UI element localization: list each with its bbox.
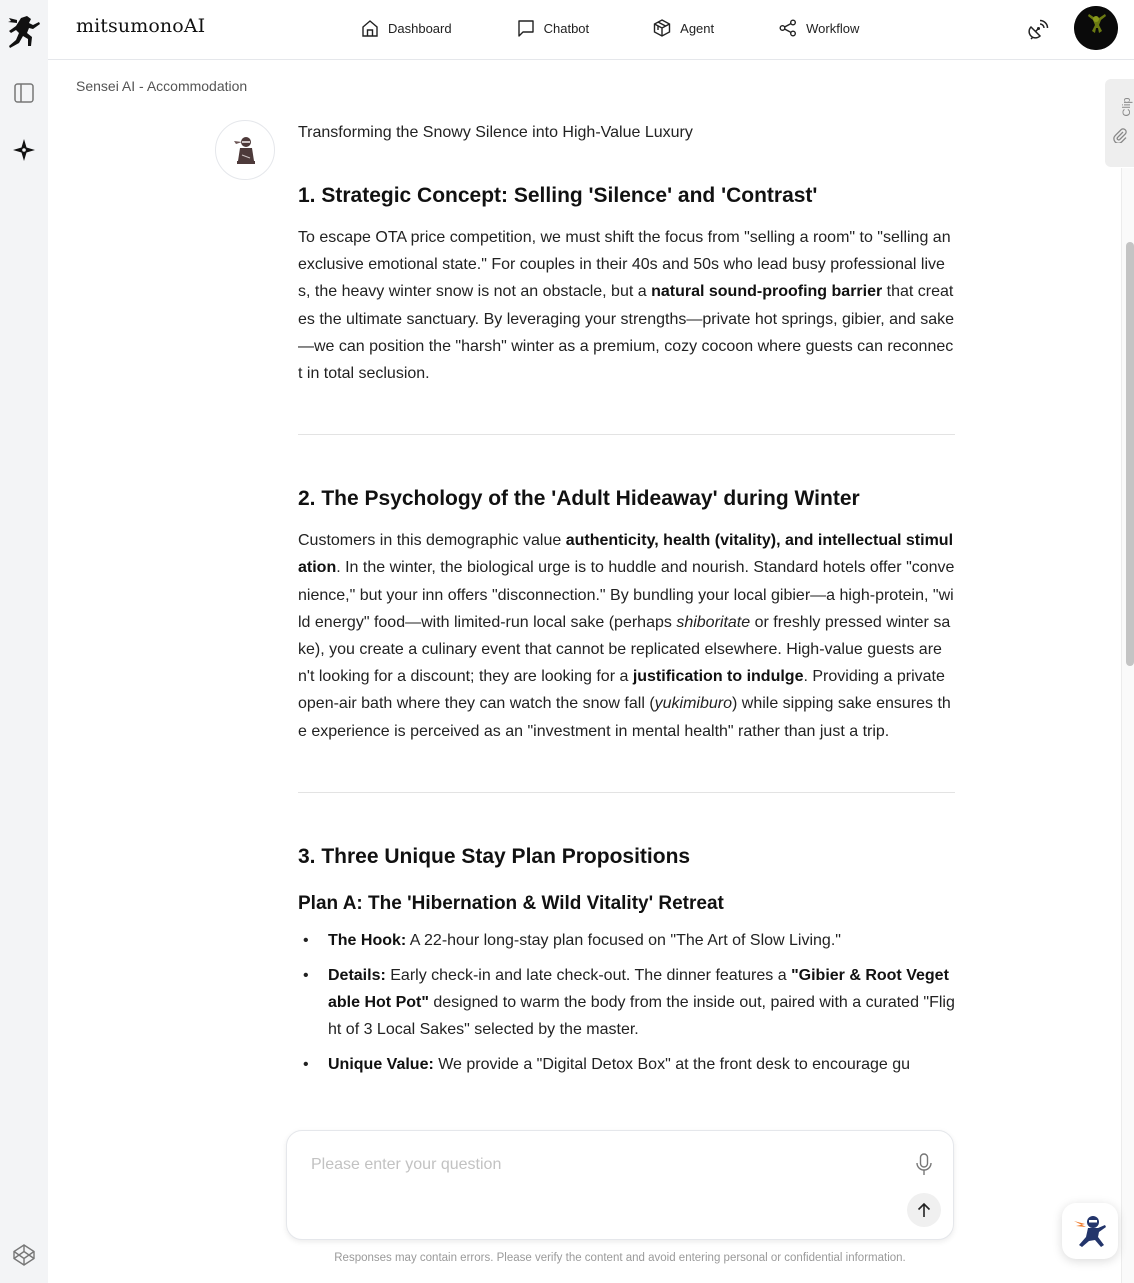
codepen-cube-icon[interactable] — [12, 1243, 36, 1267]
plan-a-bullets — [298, 927, 955, 1078]
list-item: • Details: Early check-in and late check-out. The dinner features a "Gibier & Root Vegetable Hot Pot" designed to warm the body from the inside out, paired with a curated "Flight of 3 Local Sakes" selected by the master. — [298, 962, 955, 1043]
section-2-paragraph: Customers in this demographic value authenticity, health (vitality), and intellectual stimulation. In the winter, the biological urge is to huddle and nourish. Standard hotels offer "convenience," but your inn offers "disconnection." By bundling your local gibier—a high-protein, "wild energy" food—with limited-run local sake (perhaps shiboritate or freshly pressed winter sake), you create a culinary event that cannot be replicated elsewhere. High-value guests aren't looking for a discount; they are looking for a justification to indulge. Providing a private open-air bath where they can watch the snow fall (yukimiburo) while sipping sake ensures the experience is perceived as an "investment in mental health" rather than just a trip. — [298, 532, 955, 740]
breadcrumb: Sensei AI - Accommodation — [76, 78, 248, 94]
chat-composer — [286, 1130, 954, 1240]
nav-dashboard-label: Dashboard — [388, 20, 452, 36]
nav-agent-label: Agent — [680, 20, 715, 36]
share-nodes-icon — [778, 18, 798, 38]
nav-agent[interactable] — [652, 17, 714, 39]
cube-icon — [652, 18, 672, 38]
brand-name[interactable]: mitsumonoAI — [76, 15, 206, 37]
section-divider — [298, 792, 955, 793]
bot-avatar — [215, 120, 275, 180]
nav-dashboard[interactable] — [360, 17, 452, 39]
clip-tab[interactable] — [1105, 79, 1134, 167]
message-intro: Transforming the Snowy Silence into High-Value Luxury — [298, 124, 693, 141]
top-header — [48, 0, 1134, 60]
list-item: • The Hook: A 22-hour long-stay plan focused on "The Art of Slow Living." — [298, 927, 955, 954]
chat-bubble-icon — [516, 18, 536, 38]
main-nav — [360, 17, 859, 39]
section-divider — [298, 434, 955, 435]
nav-chatbot[interactable] — [516, 17, 590, 39]
paperclip-icon — [1112, 127, 1128, 143]
home-icon — [360, 18, 380, 38]
user-avatar[interactable] — [1074, 6, 1118, 50]
disclaimer-text: Responses may contain errors. Please verify the content and avoid entering personal or confidential information. — [334, 1252, 906, 1264]
ninja-sensei-icon — [232, 135, 258, 165]
section-1-heading: 1. Strategic Concept: Selling 'Silence' and 'Contrast' — [298, 184, 818, 207]
arrow-up-icon — [915, 1201, 933, 1219]
section-1-paragraph: To escape OTA price competition, we must shift the focus from "selling a room" to "selling an exclusive emotional state." For couples in their 40s and 50s who lead busy professional lives, the heavy winter snow is not an obstacle, but a natural sound-proofing barrier that creates the ultimate sanctuary. By leveraging your strengths—private hot springs, gibier, and sake—we can position the "harsh" winter as a premium, cozy cocoon where guests can reconnect in total seclusion. — [298, 229, 955, 383]
nav-chatbot-label: Chatbot — [543, 20, 590, 36]
sparkle-ai-icon[interactable] — [12, 138, 36, 162]
send-button[interactable] — [907, 1193, 941, 1227]
ninja-mascot-icon — [1071, 1213, 1109, 1249]
nav-workflow[interactable] — [778, 17, 859, 39]
sidebar-toggle-icon[interactable] — [12, 81, 36, 105]
scrollbar-thumb[interactable] — [1126, 242, 1134, 666]
list-item: • Unique Value: We provide a "Digital Detox Box" at the front desk to encourage gu — [298, 1051, 955, 1078]
section-3-heading: 3. Three Unique Stay Plan Propositions — [298, 844, 691, 868]
nav-workflow-label: Workflow — [806, 20, 860, 36]
microphone-icon[interactable] — [913, 1151, 935, 1177]
ninja-logo-icon[interactable] — [7, 14, 41, 50]
left-rail — [0, 0, 48, 1283]
scrollbar-track[interactable] — [1121, 168, 1134, 1283]
assistant-message — [298, 120, 955, 1078]
satellite-dish-icon[interactable] — [1026, 16, 1052, 42]
floating-assistant-button[interactable] — [1062, 1203, 1118, 1259]
section-2-heading: 2. The Psychology of the 'Adult Hideaway' during Winter — [298, 487, 860, 511]
plan-a-heading: Plan A: The 'Hibernation & Wild Vitality' Retreat — [298, 892, 724, 914]
question-input[interactable] — [311, 1153, 871, 1177]
clip-tab-label: Clip — [1121, 97, 1133, 117]
